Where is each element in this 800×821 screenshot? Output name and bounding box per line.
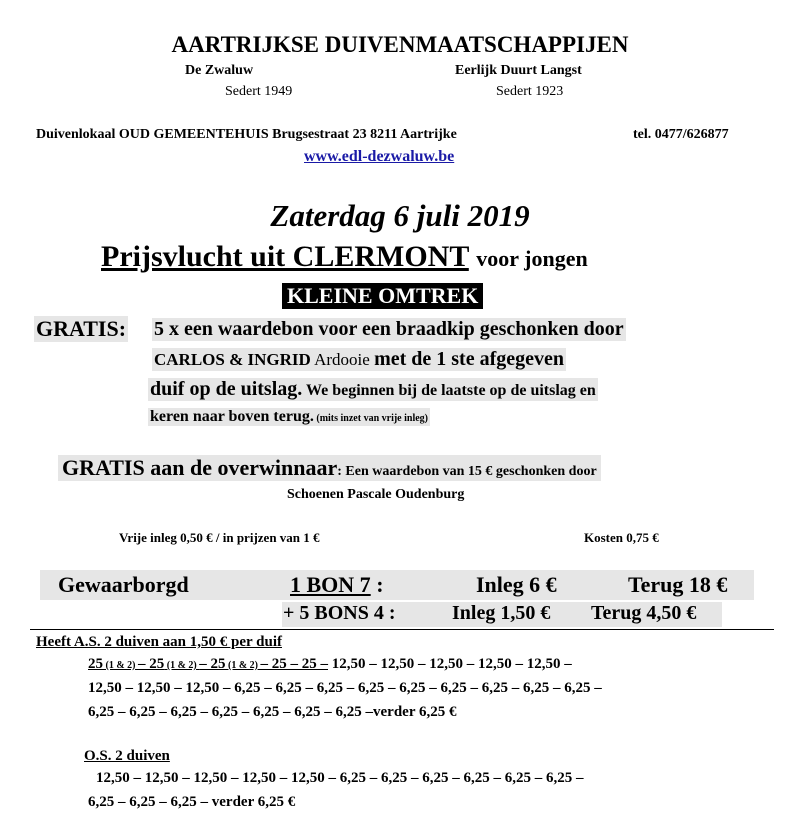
bon-1-terug: Terug 18 € (628, 572, 728, 597)
as-line-3: 6,25 – 6,25 – 6,25 – 6,25 – 6,25 – 6,25 – 6,25 –verder 6,25 € (88, 704, 457, 720)
divider-line (30, 629, 774, 630)
bon-2-inleg: Inleg 1,50 € (452, 602, 551, 624)
gratis-line-2 (152, 348, 566, 371)
bon-1-label: 1 BON 7 (290, 572, 371, 597)
event-date: Zaterdag 6 juli 2019 (270, 198, 530, 233)
club1-name: De Zwaluw (185, 63, 254, 78)
flight-heading (101, 240, 588, 274)
bon-2-label: + 5 BONS 4 : (283, 602, 396, 624)
gratis-line-3-a: duif op de uitslag. (150, 378, 303, 400)
winner-prize-sponsor: Schoenen Pascale Oudenburg (287, 487, 465, 502)
website-link[interactable]: www.edl-dezwaluw.be (304, 148, 455, 165)
as-line-1 (88, 656, 572, 673)
flight-suffix: voor jongen (476, 246, 588, 271)
sponsor-name: CARLOS & INGRID (154, 350, 311, 369)
sponsor-town: Ardooie (310, 350, 375, 369)
circuit-banner: KLEINE OMTREK (282, 283, 483, 309)
gratis-label: GRATIS: (36, 316, 127, 341)
gratis-line-3-b: We beginnen bij de laatste op de uitslag en (302, 382, 596, 399)
guaranteed-bon-1 (290, 572, 384, 598)
club1-since: Sedert 1949 (225, 84, 293, 99)
winner-prize-label: GRATIS aan de overwinnaar (62, 455, 338, 480)
as-line-1-rest: 12,50 – 12,50 – 12,50 – 12,50 – 12,50 – (328, 656, 572, 672)
bon-1-inleg: Inleg 6 € (476, 572, 557, 597)
gratis-line-4-b: (mits inzet van vrije inleg) (313, 413, 428, 424)
as-prize-1: 25 (1 & 2) – 25 (1 & 2) – 25 (1 & 2) – 25 – 25 – (88, 656, 328, 672)
gratis-line-3 (148, 378, 598, 401)
costs: Kosten 0,75 € (584, 530, 659, 545)
bon-1-colon: : (370, 572, 384, 597)
os-line-1: 12,50 – 12,50 – 12,50 – 12,50 – 12,50 – 6,25 – 6,25 – 6,25 – 6,25 – 6,25 – 6,25 – (96, 770, 584, 786)
as-title: Heeft A.S. 2 duiven aan 1,50 € per duif (36, 634, 282, 650)
phone-number: tel. 0477/626877 (633, 127, 729, 142)
os-line-2: 6,25 – 6,25 – 6,25 – verder 6,25 € (88, 794, 296, 810)
gratis-line-1: 5 x een waardebon voor een braadkip geschonken door (154, 318, 624, 340)
club-title: AARTRIJKSE DUIVENMAATSCHAPPIJEN (171, 32, 629, 57)
os-title: O.S. 2 duiven (84, 748, 170, 764)
guaranteed-label: Gewaarborgd (58, 572, 189, 597)
winner-prize-text: : Een waardebon van 15 € geschonken door (337, 464, 597, 479)
flight-title: Prijsvlucht uit CLERMONT (101, 240, 469, 273)
club2-since: Sedert 1923 (496, 84, 564, 99)
free-entry: Vrije inleg 0,50 € / in prijzen van 1 € (119, 530, 320, 545)
gratis-line-2-end: met de 1 ste afgegeven (374, 348, 565, 370)
as-line-2: 12,50 – 12,50 – 12,50 – 6,25 – 6,25 – 6,25 – 6,25 – 6,25 – 6,25 – 6,25 – 6,25 – 6,25 – (88, 680, 602, 696)
clubhouse-address: Duivenlokaal OUD GEMEENTEHUIS Brugsestraat 23 8211 Aartrijke (36, 127, 457, 142)
gratis-line-4 (148, 408, 430, 426)
gratis-line-4-a: keren naar boven terug. (150, 408, 314, 425)
winner-prize (58, 455, 601, 481)
club2-name: Eerlijk Duurt Langst (455, 63, 582, 78)
bon-2-terug: Terug 4,50 € (591, 602, 697, 624)
